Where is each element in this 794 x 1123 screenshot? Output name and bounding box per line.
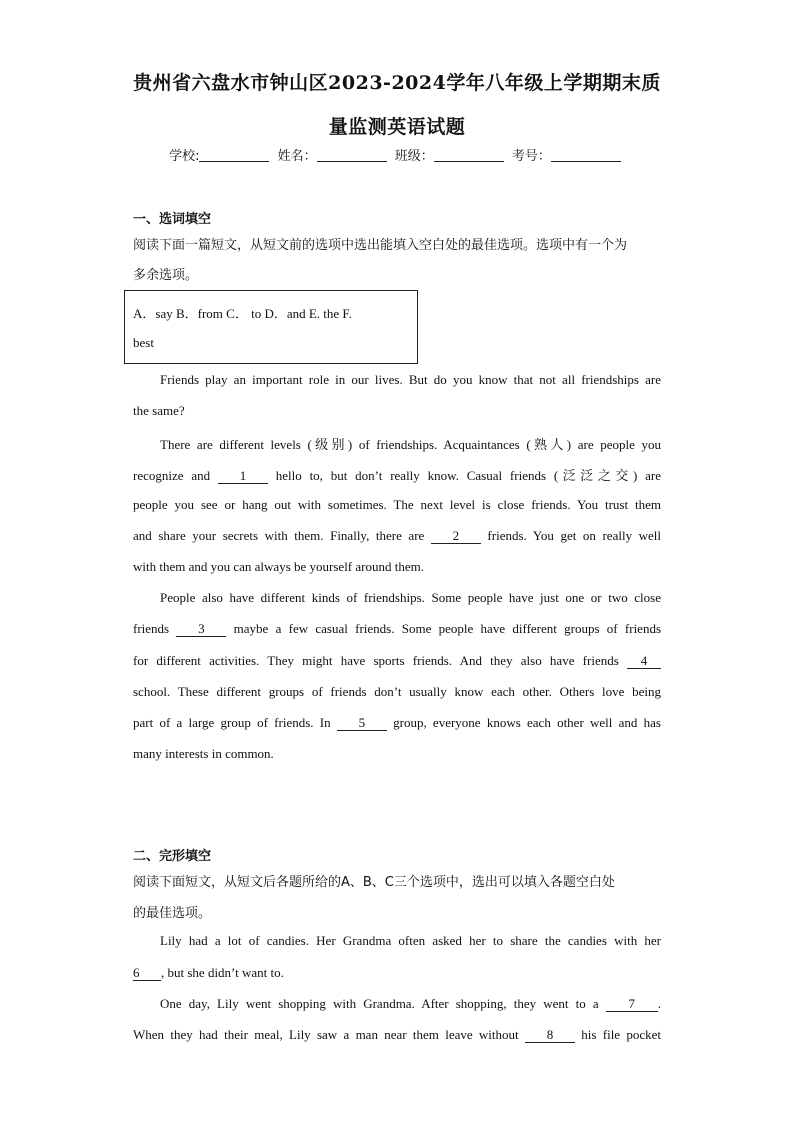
exam-title-line1: 贵州省六盘水市钟山区2023-2024学年八年级上学期期末质: [133, 72, 661, 94]
exam-title-line2: 量监测英语试题: [328, 116, 466, 138]
student-info-row: [0, 145, 794, 164]
s1-p3-line4: school. These different groups of friends don’t usually know each other. Others love being: [133, 684, 661, 699]
s1-p3-line2: [133, 621, 661, 637]
s2-p1-line2: [133, 965, 661, 981]
text-segment: and share your secrets with them. Finally, there are: [133, 528, 425, 543]
section2-heading: 二、完形填空: [133, 849, 212, 864]
text-segment: maybe a few casual friends. Some people have different groups of friends: [233, 621, 662, 636]
text-segment: friends. You get on really well: [487, 528, 662, 543]
options-box: [124, 290, 418, 364]
blank-8[interactable]: 8: [525, 1028, 575, 1043]
blank-5[interactable]: 5: [337, 716, 387, 731]
text-segment: his file pocket: [581, 1027, 662, 1042]
name-blank[interactable]: [317, 147, 387, 162]
blank-6[interactable]: 6: [133, 966, 161, 981]
s1-p2-line3: people you see or hang out with sometimes. The next level is close friends. You trust them: [133, 497, 661, 512]
class-blank[interactable]: [434, 147, 504, 162]
options-line2: best: [133, 335, 154, 350]
blank-7[interactable]: 7: [606, 997, 658, 1012]
blank-4[interactable]: 4: [627, 654, 661, 669]
s1-p3-line6: many interests in common.: [133, 746, 274, 761]
blank-2[interactable]: 2: [431, 529, 481, 544]
s1-p1-line2: the same?: [133, 403, 185, 418]
text-segment: , but she didn’t want to.: [161, 965, 284, 980]
number-blank[interactable]: [551, 147, 621, 162]
options-line1: A．say B．from C． to D．and E. the F.: [133, 306, 352, 321]
s1-p2-line5: with them and you can always be yourself around them.: [133, 559, 424, 574]
s1-p1-line1: Friends play an important role in our lives. But do you know that not all friendships are: [160, 372, 661, 387]
text-segment: part of a large group of friends. In: [133, 715, 331, 730]
blank-1[interactable]: 1: [218, 469, 268, 484]
s1-p3-line1: People also have different kinds of friendships. Some people have just one or two close: [160, 590, 661, 605]
text-segment: group, everyone knows each other well and has: [393, 715, 661, 730]
section1-instruction-line1: 阅读下面一篇短文，从短文前的选项中选出能填入空白处的最佳选项。选项中有一个为: [133, 238, 628, 253]
text-segment: One day, Lily went shopping with Grandma. After shopping, they went to a: [160, 996, 599, 1011]
section1-heading: 一、选词填空: [133, 212, 212, 227]
s1-p3-line5: [133, 715, 661, 731]
blank-3[interactable]: 3: [176, 622, 226, 637]
school-label: 学校:: [169, 149, 200, 164]
s1-p2-line1: There are different levels (级别) of friendships. Acquaintances (熟人) are people you: [160, 437, 661, 452]
s2-p1-line1: Lily had a lot of candies. Her Grandma often asked her to share the candies with her: [160, 933, 661, 948]
s1-p2-line2: [133, 465, 661, 484]
s2-p2-line1: [160, 996, 661, 1012]
text-segment: .: [657, 996, 661, 1011]
school-blank[interactable]: [199, 147, 269, 162]
text-segment: recognize and: [133, 468, 211, 483]
section2-instruction-line2: 的最佳选项。: [133, 906, 212, 921]
name-label: 姓名：: [277, 149, 317, 164]
section1-instruction-line2: 多余选项。: [133, 268, 199, 283]
s1-p3-line3: [133, 653, 661, 669]
text-segment: When they had their meal, Lily saw a man near them leave without: [133, 1027, 519, 1042]
section2-instruction-line1: 阅读下面短文，从短文后各题所给的A、B、C三个选项中，选出可以填入各题空白处: [133, 875, 615, 890]
text-segment: for different activities. They might have sports friends. And they also have friends: [133, 653, 619, 668]
s2-p2-line2: [133, 1027, 661, 1043]
number-label: 考号：: [511, 149, 551, 164]
text-segment: hello to, but don’t really know. Casual friends (泛泛之交) are: [275, 468, 662, 483]
s1-p2-line4: [133, 528, 661, 544]
class-label: 班级：: [394, 149, 434, 164]
text-segment: friends: [133, 621, 170, 636]
